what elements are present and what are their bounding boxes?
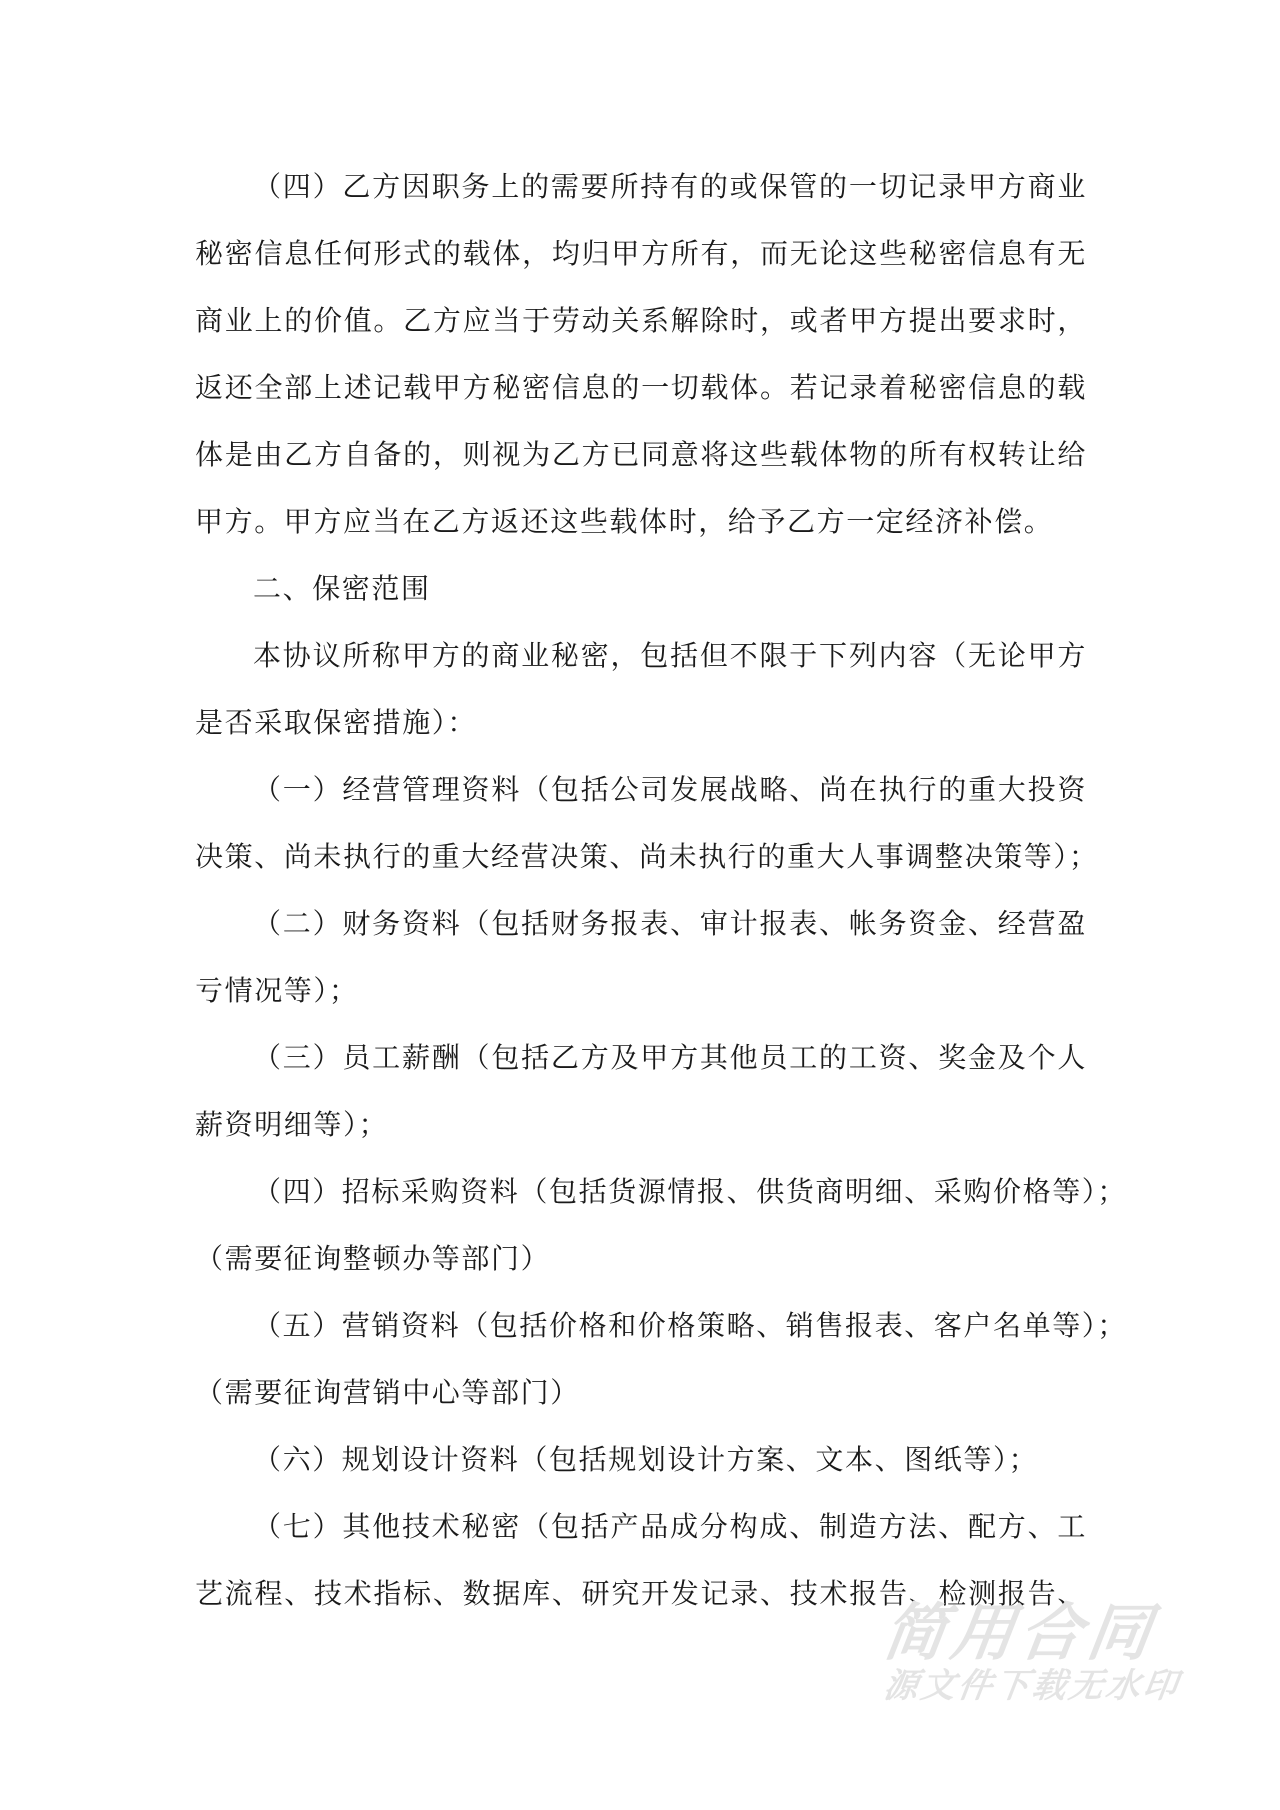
watermark-brand: 简用合同 [878,1596,1162,1669]
paragraph-line: （四）乙方因职务上的需要所持有的或保管的一切记录甲方商业 [253,170,1087,203]
document-body [195,153,1128,1627]
list-item-note: （需要征询营销中心等部门） [195,1376,580,1409]
list-item-note: （需要征询整顿办等部门） [195,1242,551,1275]
list-item-line: 艺流程、技术指标、数据库、研究开发记录、技术报告、检测报告、 [195,1577,1087,1610]
list-item-line: （三）员工薪酬（包括乙方及甲方其他员工的工资、奖金及个人 [253,1041,1087,1074]
list-item-line: （五）营销资料（包括价格和价格策略、销售报表、客户名单等）； [253,1309,1128,1342]
paragraph-line: 体是由乙方自备的，则视为乙方已同意将这些载体物的所有权转让给 [195,438,1087,471]
list-item-line: （二）财务资料（包括财务报表、审计报表、帐务资金、经营盈 [253,907,1087,940]
list-item-line: 薪资明细等）； [195,1108,389,1141]
paragraph-line: 返还全部上述记载甲方秘密信息的一切载体。若记录着秘密信息的载 [195,371,1087,404]
section-heading: 二、保密范围 [253,572,431,605]
list-item-line: （四）招标采购资料（包括货源情报、供货商明细、采购价格等）； [253,1175,1128,1208]
list-item-line: （七）其他技术秘密（包括产品成分构成、制造方法、配方、工 [253,1510,1087,1543]
list-item-line: （一）经营管理资料（包括公司发展战略、尚在执行的重大投资 [253,773,1087,806]
list-item-line: 决策、尚未执行的重大经营决策、尚未执行的重大人事调整决策等）； [195,840,1099,873]
list-item-line: 亏情况等）； [195,974,359,1007]
paragraph-line: 秘密信息任何形式的载体，均归甲方所有，而无论这些秘密信息有无 [195,237,1087,270]
watermark-tagline: 源文件下载无水印 [881,1666,1183,1706]
paragraph-line: 商业上的价值。乙方应当于劳动关系解除时，或者甲方提出要求时， [195,304,1087,337]
paragraph-line: 是否采取保密措施）： [195,706,478,739]
paragraph-line: 本协议所称甲方的商业秘密，包括但不限于下列内容（无论甲方 [253,639,1087,672]
list-item-line: （六）规划设计资料（包括规划设计方案、文本、图纸等）； [253,1443,1039,1476]
paragraph-line: 甲方。甲方应当在乙方返还这些载体时，给予乙方一定经济补偿。 [195,505,1054,538]
